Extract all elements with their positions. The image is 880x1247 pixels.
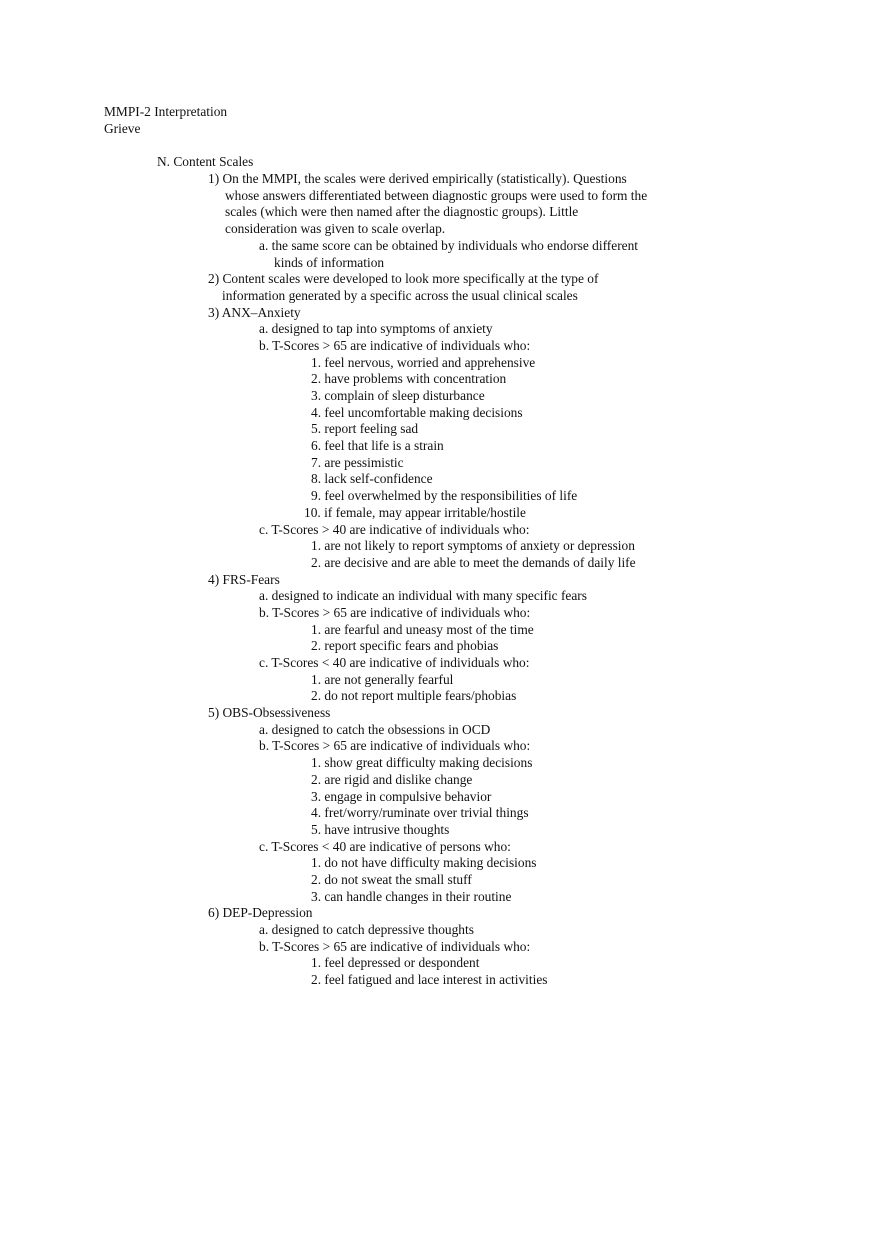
dep-title: 6) DEP-Depression [208, 905, 313, 921]
list-item: 5. have intrusive thoughts [311, 821, 450, 837]
list-item: 1. feel depressed or despondent [311, 955, 480, 971]
list-item: 2. feel fatigued and lace interest in activities [311, 972, 548, 988]
list-item: 3. engage in compulsive behavior [311, 788, 492, 804]
frs-title: 4) FRS-Fears [208, 571, 280, 587]
obs-title: 5) OBS-Obsessiveness [208, 705, 331, 721]
item1-sub-a: kinds of information [274, 254, 385, 270]
document-page [0, 104, 880, 989]
item1-line: whose answers differentiated between diagnostic groups were used to form the [225, 187, 648, 203]
list-item: 7. are pessimistic [311, 454, 404, 470]
document-author: Grieve [104, 120, 141, 136]
item1-line: 1) On the MMPI, the scales were derived empirically (statistically). Questions [208, 171, 627, 187]
list-item: 2. have problems with concentration [311, 371, 507, 387]
anx-a: a. designed to tap into symptoms of anxiety [259, 321, 493, 337]
list-item: 1. are not generally fearful [311, 671, 454, 687]
list-item: 2. do not report multiple fears/phobias [311, 688, 517, 704]
spacer [0, 137, 880, 154]
section-heading: N. Content Scales [157, 154, 254, 170]
dep-a: a. designed to catch depressive thoughts [259, 922, 474, 937]
list-item: 3. can handle changes in their routine [311, 888, 512, 904]
list-item: 2. report specific fears and phobias [311, 638, 499, 654]
list-item: 1. do not have difficulty making decisions [311, 855, 537, 871]
list-item: 1. are not likely to report symptoms of anxiety or depression [311, 538, 635, 554]
anx-b: b. T-Scores > 65 are indicative of individuals who: [259, 337, 531, 353]
item2-line: 2) Content scales were developed to look more specifically at the type of [208, 271, 599, 287]
item1-line: scales (which were then named after the diagnostic groups). Little [225, 204, 579, 220]
list-item: 1. are fearful and uneasy most of the time [311, 621, 534, 637]
anx-c: c. T-Scores > 40 are indicative of individuals who: [259, 521, 530, 537]
list-item: 9. feel overwhelmed by the responsibilities of life [311, 488, 578, 504]
dep-b: b. T-Scores > 65 are indicative of individuals who: [259, 938, 531, 954]
item1-sub-a: a. the same score can be obtained by individuals who endorse different [259, 237, 639, 253]
frs-c: c. T-Scores < 40 are indicative of individuals who: [259, 655, 530, 670]
item2-line: information generated by a specific across the usual clinical scales [222, 287, 578, 303]
list-item: 1. show great difficulty making decisions [311, 755, 533, 771]
list-item: 8. lack self-confidence [311, 471, 433, 487]
list-item: 6. feel that life is a strain [311, 438, 444, 454]
item1-line: consideration was given to scale overlap. [225, 221, 446, 237]
list-item: 10. if female, may appear irritable/hostile [304, 504, 526, 520]
anx-title: 3) ANX–Anxiety [208, 304, 301, 320]
list-item: 1. feel nervous, worried and apprehensive [311, 354, 536, 370]
obs-b: b. T-Scores > 65 are indicative of individuals who: [259, 738, 531, 754]
list-item: 4. feel uncomfortable making decisions [311, 404, 523, 420]
frs-b: b. T-Scores > 65 are indicative of individuals who: [259, 604, 531, 620]
list-item: 2. are decisive and are able to meet the demands of daily life [311, 554, 636, 570]
list-item: 3. complain of sleep disturbance [311, 388, 485, 403]
frs-a: a. designed to indicate an individual with many specific fears [259, 588, 587, 604]
obs-a: a. designed to catch the obsessions in OCD [259, 721, 491, 737]
document-title: MMPI-2 Interpretation [104, 104, 228, 119]
list-item: 4. fret/worry/ruminate over trivial things [311, 805, 529, 821]
list-item: 2. do not sweat the small stuff [311, 871, 472, 887]
list-item: 2. are rigid and dislike change [311, 771, 473, 787]
obs-c: c. T-Scores < 40 are indicative of persons who: [259, 838, 511, 854]
list-item: 5. report feeling sad [311, 421, 419, 437]
